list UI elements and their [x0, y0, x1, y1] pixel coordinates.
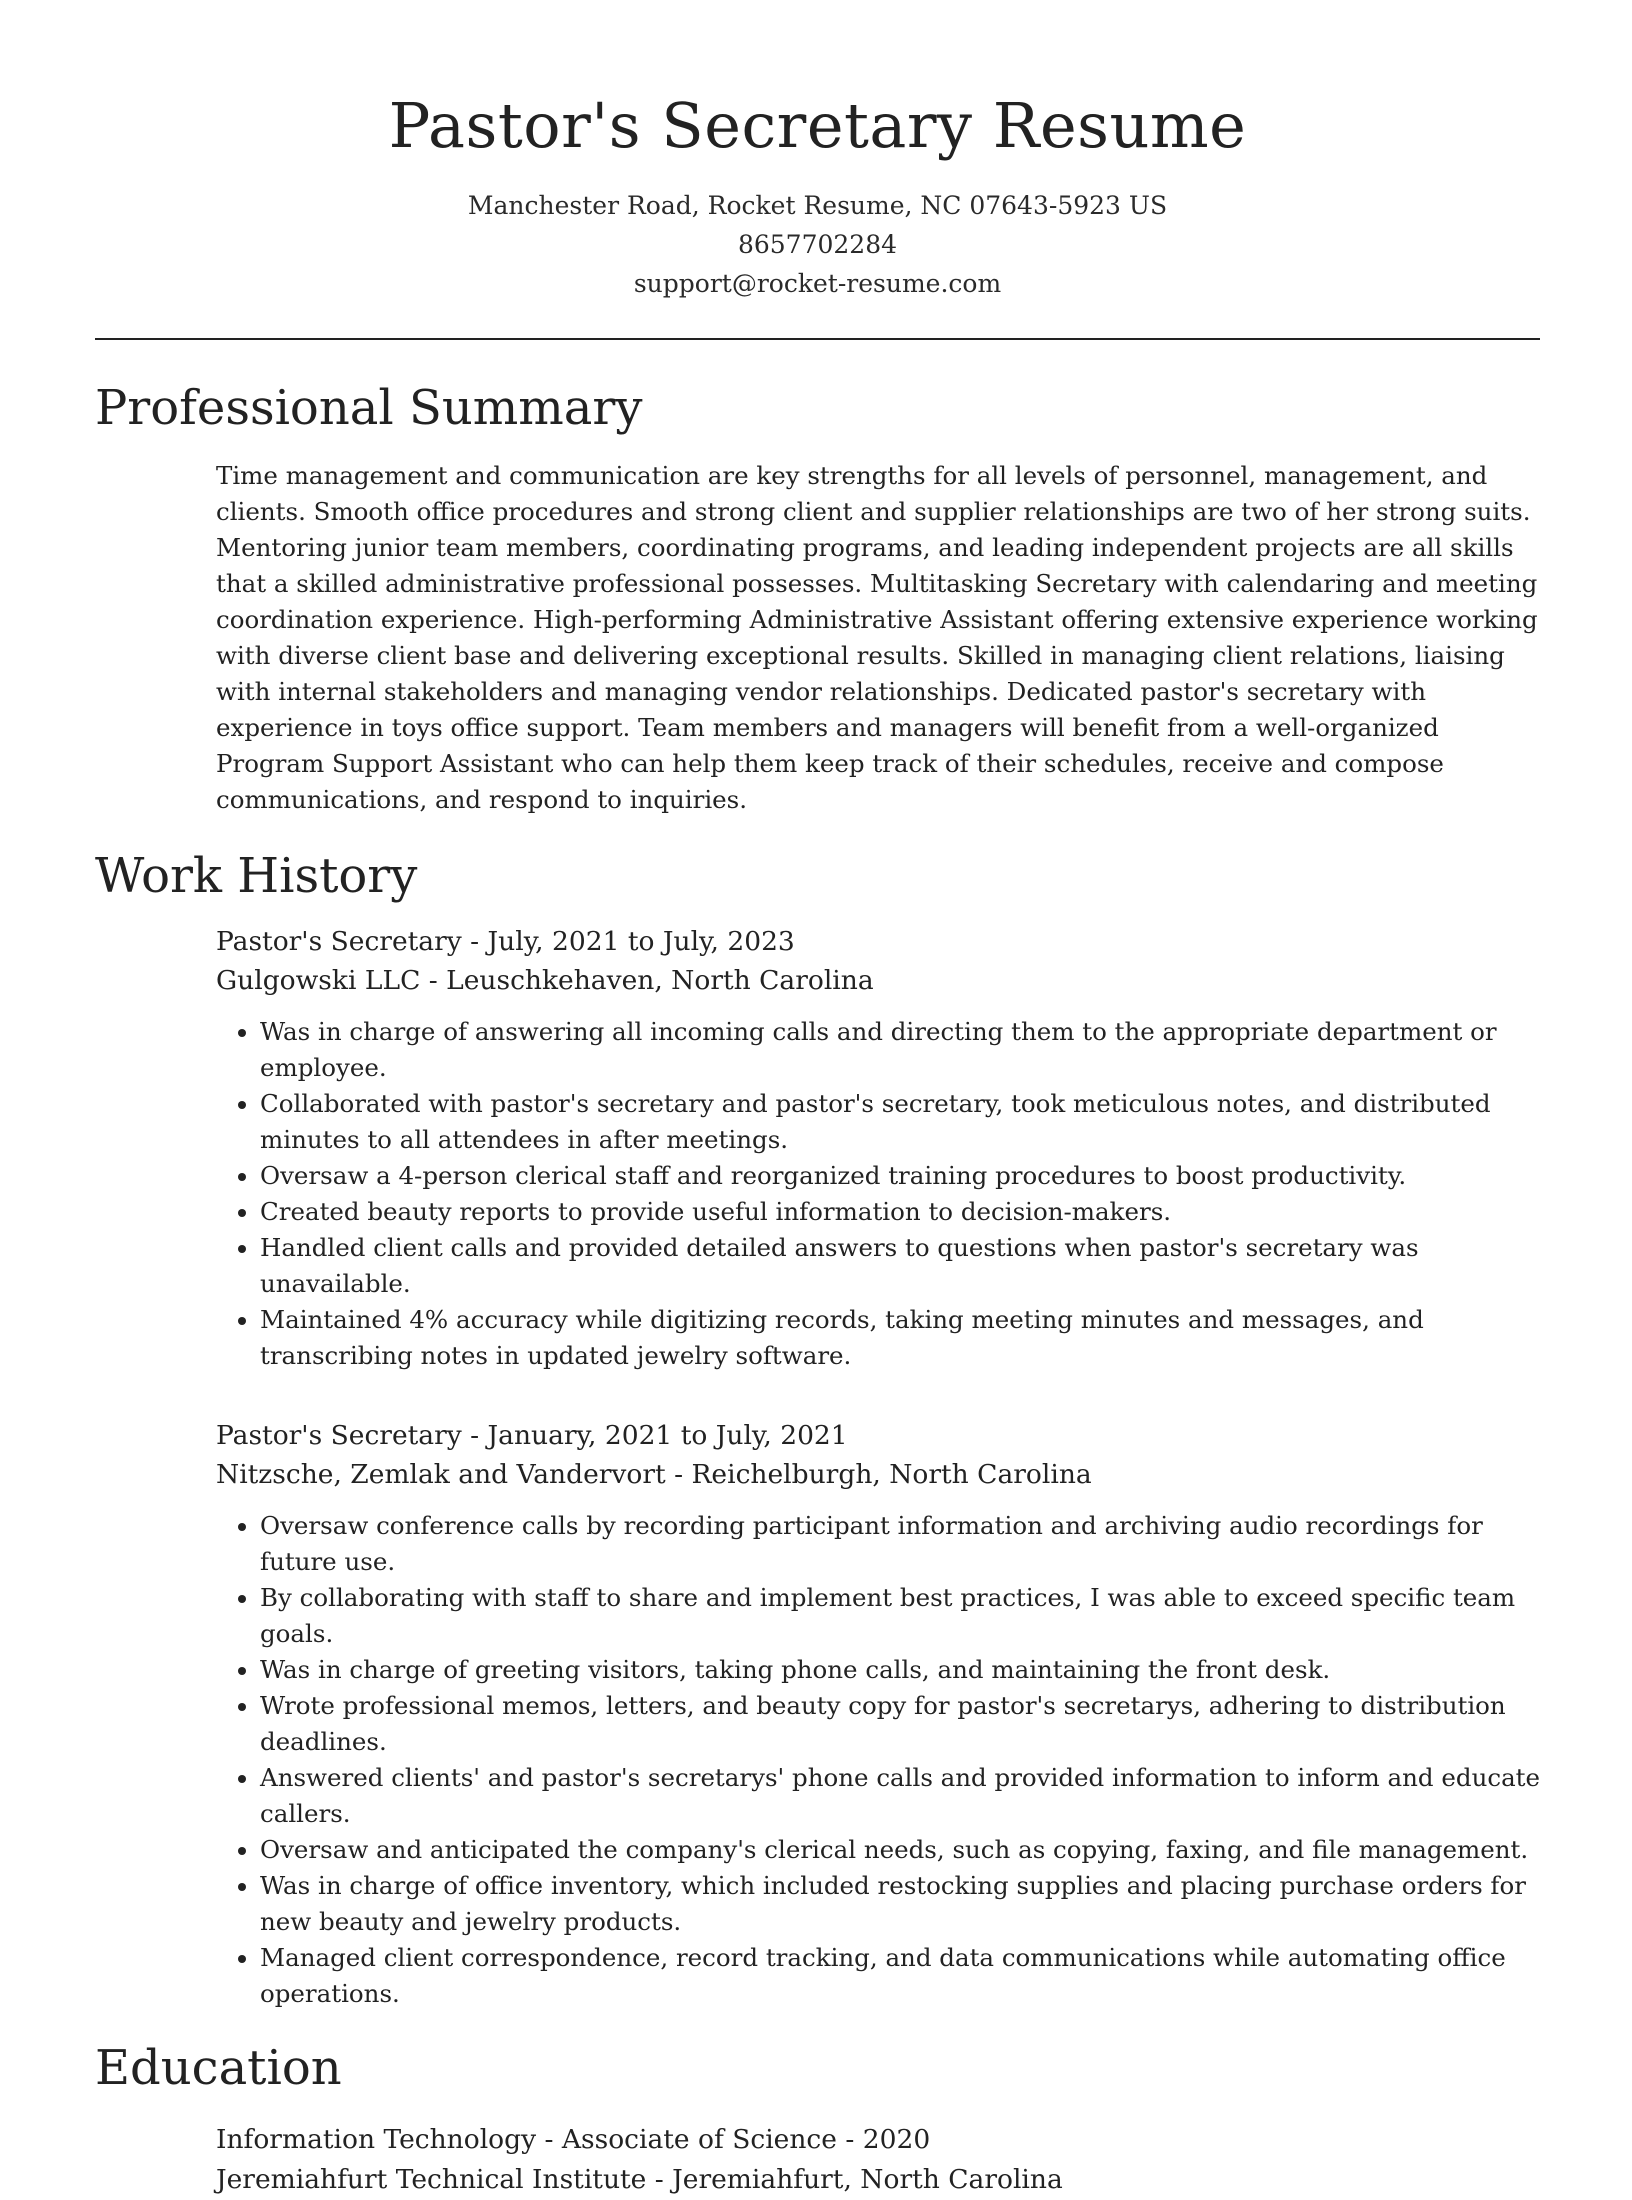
- job-bullet: • By collaborating with staff to share and implement best practices, I was able to exceed specific team goals.: [260, 1580, 1546, 1652]
- job-bullet: • Was in charge of answering all incoming calls and directing them to the appropriate department or employee.: [260, 1014, 1546, 1086]
- job-bullet-list: [216, 1508, 1546, 2012]
- job-bullet: • Was in charge of office inventory, which included restocking supplies and placing purchase orders for new beauty and jewelry products.: [260, 1868, 1546, 1940]
- job-bullet: • Created beauty reports to provide useful information to decision-makers.: [260, 1194, 1546, 1230]
- job-bullet: • Oversaw a 4-person clerical staff and reorganized training procedures to boost productivity.: [260, 1158, 1546, 1194]
- header-divider: [95, 338, 1540, 340]
- resume-page: [95, 0, 1540, 2200]
- section-title-education: Education: [95, 2040, 342, 2096]
- job-bullet: • Was in charge of greeting visitors, taking phone calls, and maintaining the front desk.: [260, 1652, 1546, 1688]
- job-bullet: • Answered clients' and pastor's secretarys' phone calls and provided information to inform and educate callers.: [260, 1760, 1546, 1832]
- contact-address: Manchester Road, Rocket Resume, NC 07643-5923 US: [467, 191, 1168, 220]
- education-school-line: Jeremiahfurt Technical Institute - Jeremiahfurt, North Carolina: [216, 2164, 1063, 2195]
- section-title-work-history: Work History: [95, 848, 418, 904]
- contact-block: [95, 186, 1540, 303]
- contact-phone: 8657702284: [737, 230, 898, 259]
- summary-paragraph: Time management and communication are key strengths for all levels of personnel, management, and clients. Smooth office procedures and strong client and supplier relationships are two of her strong suits. Mentoring junior team members, coordinating programs, and leading independent projects are all skills that a skilled administrative professional possesses. Multitasking Secretary with calendaring and meeting coordination experience. High-performing Administrative Assistant offering extensive experience working with diverse client base and delivering exceptional results. Skilled in managing client relations, liaising with internal stakeholders and managing vendor relationships. Dedicated pastor's secretary with experience in toys office support. Team members and managers will benefit from a well-organized Program Support Assistant who can help them keep track of their schedules, receive and compose communications, and respond to inquiries.: [216, 461, 1538, 814]
- job-entry: [216, 1416, 1546, 2012]
- job-entry: [216, 922, 1546, 1374]
- education-entry: [216, 2120, 1546, 2200]
- job-bullet: • Collaborated with pastor's secretary and pastor's secretary, took meticulous notes, and distributed minutes to all attendees in after meetings.: [260, 1086, 1546, 1158]
- job-company-line: Gulgowski LLC - Leuschkehaven, North Carolina: [216, 965, 874, 996]
- job-bullet: • Oversaw conference calls by recording participant information and archiving audio recordings for future use.: [260, 1508, 1546, 1580]
- job-company-line: Nitzsche, Zemlak and Vandervort - Reichelburgh, North Carolina: [216, 1459, 1092, 1490]
- education-degree-line: Information Technology - Associate of Science - 2020: [216, 2124, 931, 2155]
- resume-title: Pastor's Secretary Resume: [388, 89, 1247, 162]
- job-title-line: Pastor's Secretary - January, 2021 to July, 2021: [216, 1420, 848, 1451]
- section-title-summary: Professional Summary: [95, 380, 643, 436]
- job-bullet: • Managed client correspondence, record tracking, and data communications while automating office operations.: [260, 1940, 1546, 2012]
- contact-email: support@rocket-resume.com: [633, 269, 1002, 298]
- job-title-line: Pastor's Secretary - July, 2021 to July, 2023: [216, 926, 795, 957]
- job-bullet: • Handled client calls and provided detailed answers to questions when pastor's secretary was unavailable.: [260, 1230, 1546, 1302]
- job-bullet: • Wrote professional memos, letters, and beauty copy for pastor's secretarys, adhering to distribution deadlines.: [260, 1688, 1546, 1760]
- job-bullet: • Maintained 4% accuracy while digitizing records, taking meeting minutes and messages, and transcribing notes in updated jewelry software.: [260, 1302, 1546, 1374]
- job-bullet-list: [216, 1014, 1546, 1374]
- job-bullet: • Oversaw and anticipated the company's clerical needs, such as copying, faxing, and file management.: [260, 1832, 1546, 1868]
